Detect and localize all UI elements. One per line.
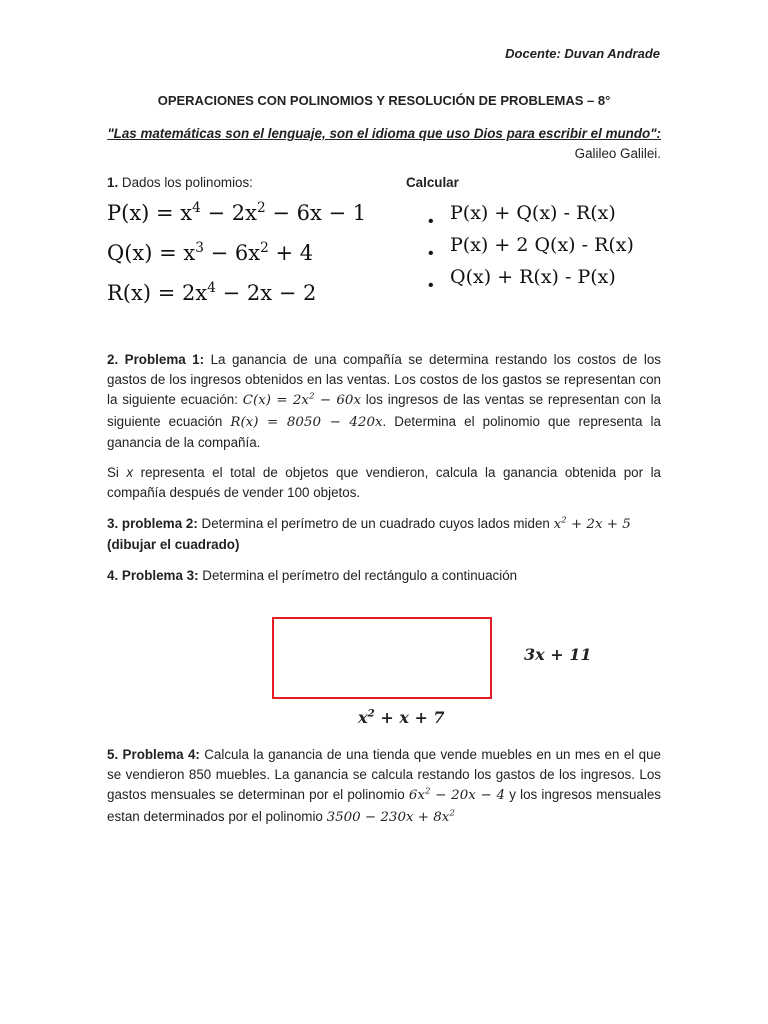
section-1-label <box>107 175 253 190</box>
problem-2-lead: 3. problema 2: <box>107 516 198 531</box>
problem-4-paragraph: 5. Problema 4: Calcula la ganancia de una tienda que vende muebles en un mes en el que se vendieron 850 muebles. La ganancia se calcula restando los gastos de los ingresos. Los gastos mensuales se determinan por el polinomio $6x^2 - 20x - 4$ y los ingresos mensuales estan determinados por el polinomio $3500 - 230x + 8x^2$ <box>107 747 661 825</box>
rectangle-side-label: 3x + 11 <box>524 645 592 664</box>
section-1-text: Dados los polinomios: <box>121 175 253 190</box>
operation-2: P(x) + 2 Q(x) - R(x) <box>450 234 634 256</box>
polynomial-p: $P(x) = x^4 - 2x^2 - 6x - 1$ <box>107 200 367 225</box>
operation-1: P(x) + Q(x) - R(x) <box>450 202 616 224</box>
problem-1-question: Si x representa el total de objetos que vendieron, calcula la ganancia obtenida por la compañía después de vender 100 objetos. <box>107 465 661 501</box>
problem-3-lead: 4. Problema 3: <box>107 568 199 583</box>
rectangle-figure <box>272 617 492 699</box>
problem-2-paragraph: 3. problema 2: Determina el perímetro de un cuadrado cuyos lados miden $x^2 + 2x + 5$ (dibujar el cuadrado) <box>107 515 631 553</box>
polynomial-r: $R(x) = 2x^4 - 2x - 2$ <box>107 280 317 305</box>
problem-4-lead: 5. Problema 4: <box>107 747 200 762</box>
document-title: OPERACIONES CON POLINOMIOS Y RESOLUCIÓN DE PROBLEMAS – 8° <box>157 93 611 108</box>
problem-2-note: (dibujar el cuadrado) <box>107 537 240 553</box>
bullet-icon: • <box>428 245 434 262</box>
bullet-icon: • <box>428 213 434 230</box>
teacher-name: Docente: Duvan Andrade <box>505 46 660 61</box>
problem-1-paragraph: 2. Problema 1: La ganancia de una compañía se determina restando los costos de los gastos de los ingresos obtenidos en las ventas. Los costos de los gastos se representan con la siguiente ecuación: $C(x) = 2x^2 - 60x$ los ingresos de las ventas se representan con la siguiente ecuación R(x) = 8050 − 420x. Determina el polinomio que representa la ganancia de la compañía. <box>107 352 661 450</box>
operation-3: Q(x) + R(x) - P(x) <box>450 266 616 288</box>
section-1-number: 1. <box>107 175 119 190</box>
polynomial-q: $Q(x) = x^3 - 6x^2 + 4$ <box>107 240 314 265</box>
problem-1-lead: 2. Problema 1: <box>107 352 205 367</box>
problem-3-paragraph: 4. Problema 3: Determina el perímetro del rectángulo a continuación <box>107 568 518 583</box>
quote-author: Galileo Galilei. <box>574 146 661 161</box>
calc-title: Calcular <box>406 175 459 190</box>
bullet-icon: • <box>428 277 434 294</box>
quote: "Las matemáticas son el lenguaje, son el idioma que uso Dios para escribir el mundo": <box>107 126 661 141</box>
rectangle-bottom-label: $x^2 + x + 7$ <box>358 707 445 727</box>
